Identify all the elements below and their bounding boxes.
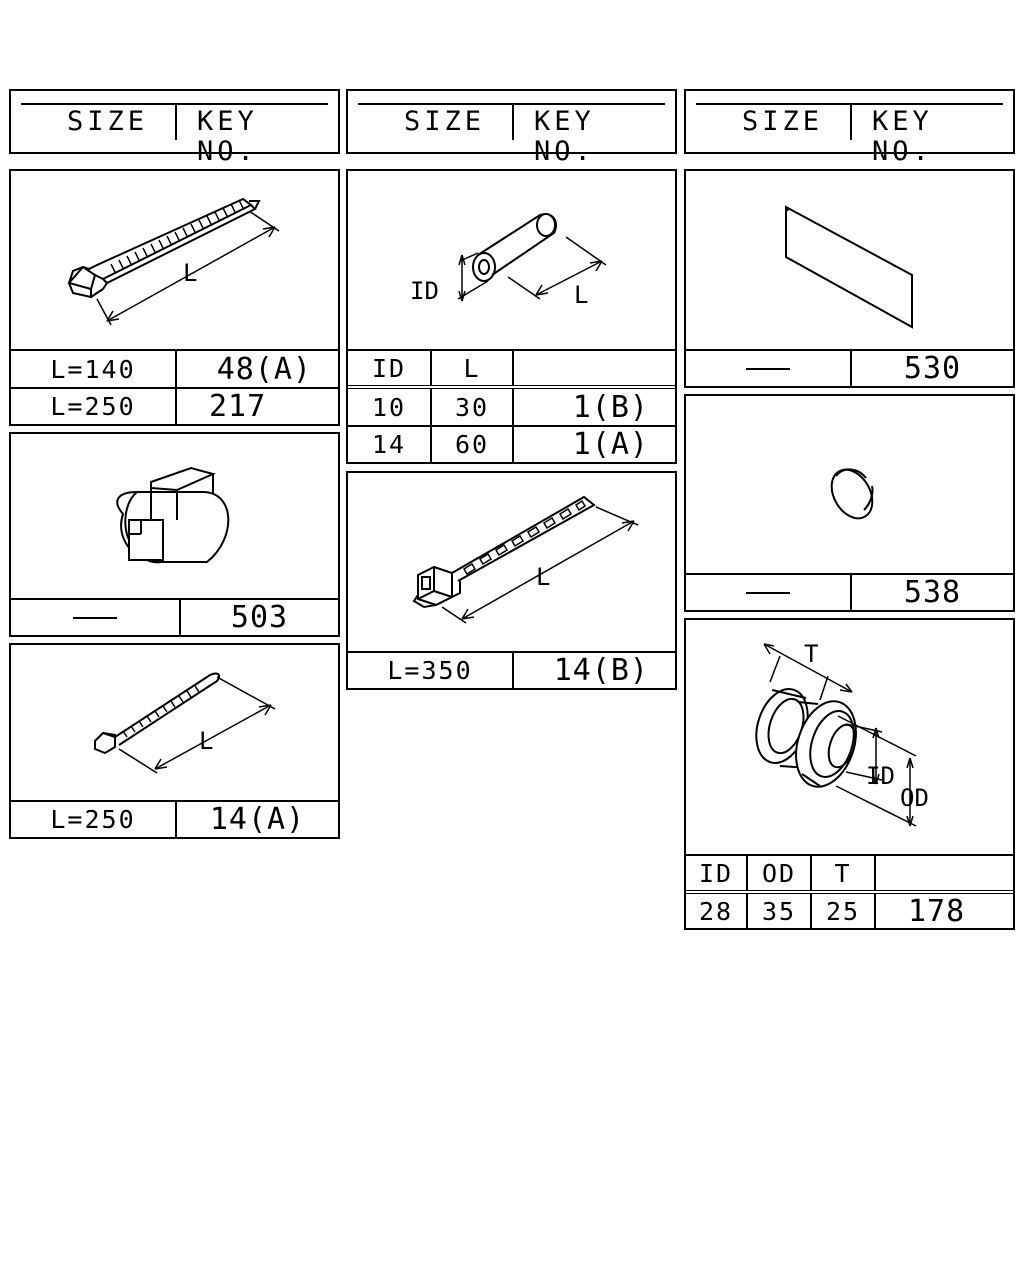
size-cell xyxy=(686,575,850,610)
part-tie-strap-long xyxy=(346,471,677,690)
length-label: L xyxy=(199,727,214,755)
size-row xyxy=(686,349,1013,386)
key-no-cell: 48(A) xyxy=(175,351,338,387)
clip-block-drawing xyxy=(11,434,338,598)
size-row xyxy=(348,651,675,688)
size-cell: L=250 xyxy=(50,392,136,421)
outer-diameter-label: OD xyxy=(900,784,929,812)
header-divider xyxy=(850,105,852,140)
header-box-col3 xyxy=(684,89,1015,167)
length-cell: 60 xyxy=(430,427,512,462)
cap-drawing xyxy=(686,396,1013,572)
key-no-header: KEY NO. xyxy=(534,106,595,167)
tube-header-row xyxy=(348,349,675,385)
grommet-drawing xyxy=(686,620,1013,854)
size-cell: L=350 xyxy=(387,656,473,685)
od-cell: 35 xyxy=(746,894,810,928)
no-size-dash xyxy=(746,368,790,370)
size-row xyxy=(11,598,338,635)
size-header: SIZE xyxy=(67,106,149,137)
thickness-cell: 25 xyxy=(810,894,874,928)
size-header: SIZE xyxy=(404,106,486,137)
length-header: L xyxy=(430,351,512,385)
key-no-header-blank xyxy=(874,856,1013,890)
header-box-col2 xyxy=(346,89,677,167)
id-header: ID xyxy=(371,353,407,383)
header-divider xyxy=(175,105,177,140)
tie-strap-wide-drawing xyxy=(11,171,338,349)
key-no-cell: 14(A) xyxy=(175,802,338,837)
size-row xyxy=(11,800,338,837)
length-label: L xyxy=(536,563,551,591)
no-size-dash xyxy=(73,617,117,619)
key-no-header: KEY NO. xyxy=(197,106,258,167)
part-cap xyxy=(684,394,1015,612)
length-cell: 30 xyxy=(430,389,512,425)
part-tube xyxy=(346,169,677,464)
key-no-cell: 217 xyxy=(175,389,338,424)
od-header: OD xyxy=(746,856,810,890)
key-no-cell: 538 xyxy=(850,575,1013,610)
size-row xyxy=(686,573,1013,610)
tie-strap-long-drawing xyxy=(348,473,675,651)
inner-diameter-label: ID xyxy=(866,762,895,790)
tube-row xyxy=(348,385,675,425)
key-no-header: KEY NO. xyxy=(872,106,933,167)
part-sheet xyxy=(684,169,1015,388)
id-cell: 28 xyxy=(698,896,734,926)
thickness-label: T xyxy=(804,640,819,668)
header-divider xyxy=(512,105,514,140)
size-cell xyxy=(11,600,179,635)
sheet-drawing xyxy=(686,171,1013,349)
size-cell xyxy=(686,351,850,386)
length-label: L xyxy=(183,259,198,287)
id-header: ID xyxy=(698,858,734,888)
thickness-header: T xyxy=(810,856,874,890)
grommet-header-row xyxy=(686,854,1013,890)
part-tie-strap-narrow xyxy=(9,643,340,839)
size-row xyxy=(11,349,338,387)
header-box-col1 xyxy=(9,89,340,167)
size-cell: L=140 xyxy=(50,354,136,384)
tube-drawing xyxy=(348,171,675,349)
part-tie-strap-wide xyxy=(9,169,340,426)
key-no-cell: 1(A) xyxy=(512,427,675,462)
key-no-cell: 503 xyxy=(179,600,338,635)
inner-diameter-label: ID xyxy=(410,277,439,305)
size-cell: L=250 xyxy=(50,805,136,834)
part-grommet xyxy=(684,618,1015,930)
key-no-header-blank xyxy=(512,351,675,385)
no-size-dash xyxy=(746,592,790,594)
key-no-cell: 1(B) xyxy=(512,389,675,425)
grommet-row xyxy=(686,890,1013,928)
part-clip-block xyxy=(9,432,340,637)
id-cell: 14 xyxy=(371,430,407,459)
tube-row xyxy=(348,425,675,462)
key-no-cell: 178 xyxy=(874,894,1013,928)
id-cell: 10 xyxy=(371,392,407,422)
key-no-cell: 530 xyxy=(850,351,1013,386)
tie-strap-narrow-drawing xyxy=(11,645,338,801)
size-header: SIZE xyxy=(742,106,824,137)
size-row xyxy=(11,387,338,424)
length-label: L xyxy=(574,281,589,309)
key-no-cell: 14(B) xyxy=(512,653,675,688)
